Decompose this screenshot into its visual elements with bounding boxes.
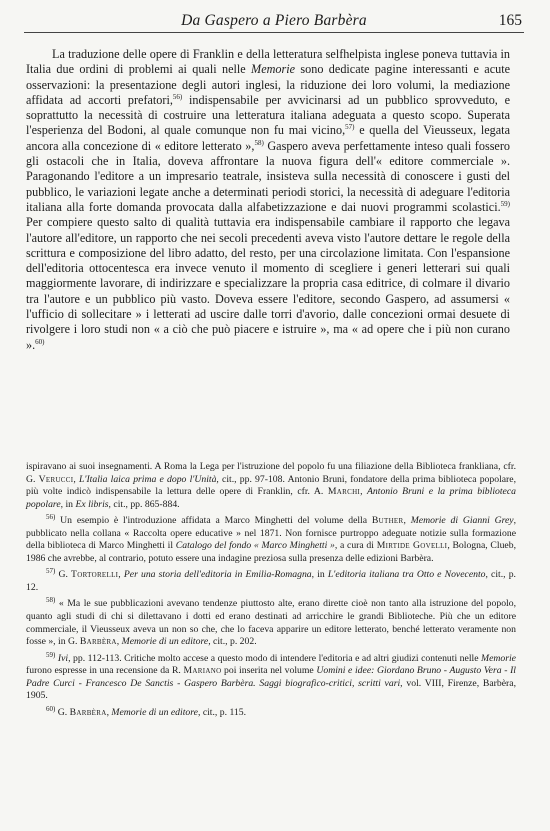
ibid-marker: Ivi	[57, 652, 69, 664]
text-run: , in	[311, 569, 328, 581]
text-run: poi inserita nel volume	[221, 665, 317, 677]
text-run: e quella del Vieusseux, legata ancora alla concezione di « editore letterato »,	[26, 123, 510, 153]
work-title: L'Italia laica prima e dopo l'Unità	[79, 473, 217, 485]
text-run: , in	[60, 498, 76, 510]
author-name: Barbèra	[79, 636, 117, 648]
footnote-59	[26, 650, 516, 703]
text-run: , vol. VIII, Firenze, Barbèra, 1905.	[26, 677, 516, 702]
text-run: Un esempio è l'introduzione affidata a Marco Minghetti del volume della	[55, 515, 372, 527]
text-run: sono dedicate pagine interessanti e acute osservazioni: la presentazione degli autori inglesi, la riduzione dei loro volumi, la mediazione affidata ad accorti prefatori,	[26, 62, 510, 107]
footnote-number: 60)	[46, 704, 56, 713]
text-run: furono espresse in una recensione da R.	[26, 665, 184, 677]
author-name: Tortorelli	[71, 569, 119, 581]
text-run: , cit., p. 12.	[26, 569, 516, 593]
author-name: Marchi	[327, 486, 361, 498]
text-run: ,	[106, 706, 112, 718]
footnote-56	[26, 512, 517, 565]
work-title: Uomini e idee: Giordano Bruno - Augusto Vera - Il Padre Curci - Francesco De Sanctis - Gaspero Barbèra. Saggi biografico-critici, scritti vari	[26, 665, 516, 689]
text-run: ,	[73, 473, 79, 485]
footnote-58	[26, 598, 516, 648]
text-run: « Ma le sue pubblicazioni avevano tendenze piuttosto alte, erano dirette cioè non tanto alla istruzione del popolo, quanto agli studi di chi si dilettavano i dotti ed erano destinati ad arricchire le grandi Biblioteche. Più che un editore commerciale, il Vieusseux aveva un non so che, che lo faceva apparire un editore letterato, benché letterato veramente non fosse », in G.	[26, 598, 516, 648]
text-run: indispensabile per avvicinarsi ad un pubblico sprovveduto, e soprattutto la necessità di costruire una letteratura italiana adeguata a questo scopo. Superata l'esperienza del Bodoni, al quale comunque non fu mai vicino,	[26, 92, 510, 138]
text-run: , Bologna, Clueb, 1986 che avrebbe, al contrario, potuto essere una indagine preziosa sulla presenza delle edizioni Barbèra.	[26, 540, 516, 564]
text-run: , cit., pp. 865-884.	[108, 498, 180, 510]
author-name: Verucci	[38, 473, 74, 485]
text-run: ispiravano ai suoi insegnamenti. A Roma la Lega per l'istruzione del popolo fu una filiazione della Biblioteca frankliana, cfr. G.	[26, 461, 516, 485]
work-title: Memorie di Gianni Grey	[410, 515, 514, 527]
work-title: Memorie di un editore	[111, 706, 198, 718]
text-run: Per compiere questo salto di qualità tuttavia era indispensabile cambiare il rapporto che legava l'autore all'editore, un rapporto che nei secoli precedenti aveva visto l'autore dettare le regole della scrittura e composizione del libro adatto, del resto, per una circolazione limitata. Con l'espansione dell'editoria ottocentesca era invece venuto il momento di scegliere i generi letterari sui quali maggiormente lavorare, di indirizzare e specializzare la propria casa editrice, di colmare il divario tra l'autore e un pubblico più vasto. Doveva essere l'editore, secondo Gaspero, ad assumersi « l'ufficio di sollecitare » i letterati ad uscire dalle torri d'avorio, dalle concezioni ormai desuete di rivolgere i loro studi non « a ciò che può piacere e istruire », ma « ad opere che i più non curano ».	[26, 215, 510, 352]
footnote-ref-58[interactable]: 58)	[254, 138, 264, 147]
text-run: , pp. 112-113. Critiche molto accese a questo modo di intendere l'editoria e ad altri giudizi contenuti nelle	[68, 652, 482, 664]
footnote-continuation	[26, 461, 516, 511]
text-run: ,	[116, 636, 122, 648]
footnote-60	[26, 704, 516, 720]
footnote-ref-59[interactable]: 59)	[500, 199, 510, 208]
footnote-ref-60[interactable]: 60)	[35, 337, 45, 346]
text-run: , cit., p. 202.	[208, 636, 257, 648]
footnote-number: 59)	[46, 650, 56, 659]
main-paragraph	[26, 47, 510, 353]
footnote-number: 56)	[46, 512, 56, 521]
work-title: L'editoria italiana tra Otto e Novecento	[327, 569, 486, 581]
author-name: Mariano	[183, 665, 222, 677]
footnote-number: 58)	[46, 596, 56, 605]
author-name: Buther	[371, 515, 404, 527]
running-title: Da Gaspero a Piero Barbèra	[181, 12, 367, 29]
text-run: ,	[360, 486, 367, 498]
author-name: Barbèra	[69, 706, 107, 718]
author-name: Mirtide Govelli	[376, 540, 448, 552]
running-header	[24, 10, 524, 33]
text-run-italic: Memorie	[251, 62, 296, 77]
text-run: La traduzione delle opere di Franklin e della letteratura selfhelpista inglese poneva tuttavia in Italia due ordini di problemi ai quali nelle	[26, 47, 510, 77]
text-run: ,	[118, 569, 124, 581]
text-run: ,	[403, 515, 411, 527]
text-run: G.	[55, 569, 72, 581]
work-title: Ex libris	[75, 498, 109, 510]
work-title: Memorie di un editore	[121, 636, 209, 648]
work-title: Memorie	[481, 652, 516, 664]
text-run: Gaspero aveva perfettamente inteso quali fossero gli ostacoli che in Italia, doveva affrontare la nuova figura dell'« editore commerciale ». Paragonando l'editore a un impresario teatrale, insisteva sulla necessità di conoscere i gusti del pubblico, le variazioni legate anche a determinati periodi storici, la necessità di adeguare l'editoria italiana alla forte domanda provocata dalla alfabetizzazione e dai nuovi programmi scolastici.	[26, 138, 510, 214]
text-run: , cit., p. 115.	[197, 706, 247, 718]
text-run: , pubblicato nella collana « Raccolta opere educative » nel 1871. Non fornisce purtroppo adeguate notizie sulla formazione della biblioteca di Marco Minghetti il	[26, 515, 517, 552]
page-number: 165	[498, 12, 522, 29]
footnote-ref-57[interactable]: 57)	[345, 123, 355, 132]
text-run: , a cura di	[334, 540, 377, 552]
text-run: G.	[55, 706, 70, 718]
footnote-ref-56[interactable]: 56)	[172, 92, 183, 101]
work-title: Antonio Bruni e la prima biblioteca popolare	[26, 486, 516, 510]
work-title: Per una storia dell'editoria in Emilia-Romagna	[123, 569, 312, 581]
footnote-number: 57)	[46, 567, 56, 576]
work-title: Catalogo del fondo « Marco Minghetti »	[175, 540, 335, 552]
footnotes	[26, 461, 516, 723]
footnote-57	[26, 569, 516, 594]
text-run: , cit., pp. 97-108. Antonio Bruni, fondatore della prima biblioteca popolare, più volte indicò indispensabile la lettura delle opere di Franklin, cfr. A.	[26, 473, 517, 498]
